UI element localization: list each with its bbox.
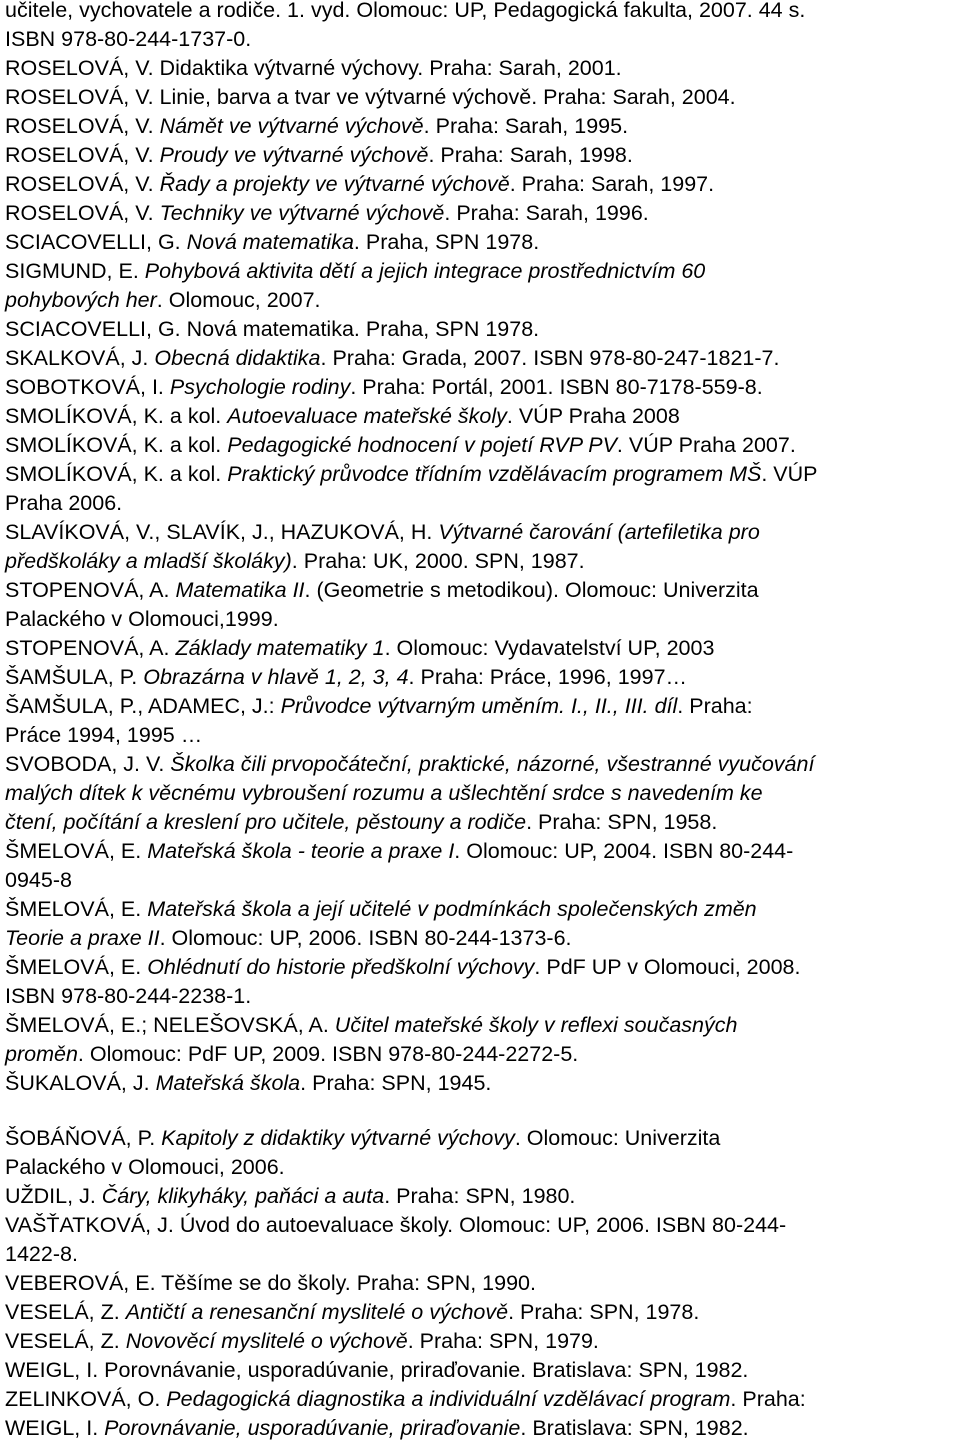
reference-line	[5, 1298, 699, 1326]
reference-line	[5, 402, 680, 430]
reference-title: Mateřská škola - teorie a praxe I	[147, 839, 455, 863]
reference-title: proměn	[5, 1042, 78, 1066]
reference-line	[5, 83, 736, 111]
reference-line	[5, 866, 72, 894]
reference-text: Palackého v Olomouci,1999.	[5, 607, 279, 631]
reference-line	[5, 1327, 599, 1355]
reference-title: Praktický průvodce třídním vzdělávacím programem MŠ	[227, 462, 762, 486]
reference-title: Čáry, klikyháky, paňáci a auta	[101, 1184, 385, 1208]
reference-text: . Praha: UK, 2000. SPN, 1987.	[291, 549, 585, 573]
reference-text: . Praha: Sarah, 1996.	[444, 201, 649, 225]
reference-line	[5, 170, 714, 198]
reference-title: Učitel mateřské školy v reflexi současných	[334, 1013, 738, 1037]
reference-title: pohybových her	[5, 288, 157, 312]
reference-line	[5, 431, 796, 459]
reference-text: 0945-8	[5, 868, 72, 892]
reference-text: ŠMELOVÁ, E.	[5, 897, 148, 921]
reference-text: . Praha: SPN, 1958.	[526, 810, 718, 834]
reference-line	[5, 199, 649, 227]
reference-text: . Praha: Sarah, 1997.	[509, 172, 715, 196]
reference-line	[5, 576, 759, 604]
reference-text: SMOLÍKOVÁ, K. a kol.	[5, 433, 228, 457]
reference-text: . Praha, SPN 1978.	[353, 230, 540, 254]
reference-text: SVOBODA, J. V.	[5, 752, 171, 776]
reference-line	[5, 460, 818, 488]
reference-line	[5, 373, 763, 401]
reference-text: ROSELOVÁ, V.	[5, 201, 160, 225]
reference-title: Obecná didaktika	[154, 346, 321, 370]
reference-line	[5, 518, 760, 546]
reference-line	[5, 605, 279, 633]
reference-text: ŠMELOVÁ, E.	[5, 955, 148, 979]
reference-text: . Praha: Sarah, 1995.	[423, 114, 629, 138]
reference-text: ISBN 978-80-244-2238-1.	[5, 984, 252, 1008]
reference-title: Pedagogické hodnocení v pojetí RVP PV	[227, 433, 617, 457]
reference-text: . Praha: SPN, 1979.	[407, 1329, 599, 1353]
reference-text: . Olomouc: Vydavatelství UP, 2003	[384, 636, 715, 660]
reference-text: ŠMELOVÁ, E.; NELEŠOVSKÁ, A.	[5, 1013, 335, 1037]
reference-line	[5, 1414, 749, 1442]
reference-line	[5, 257, 705, 285]
reference-title: Antičtí a renesanční myslitelé o výchově	[125, 1300, 509, 1324]
reference-title: Teorie a praxe II	[5, 926, 160, 950]
reference-line	[5, 1040, 578, 1068]
reference-text: SIGMUND, E.	[5, 259, 145, 283]
reference-line	[5, 663, 687, 691]
reference-text: . Praha:	[730, 1387, 806, 1411]
reference-title: čtení, počítání a kreslení pro učitele, pěstouny a rodiče	[5, 810, 527, 834]
reference-text: WEIGL, I.	[5, 1416, 105, 1440]
reference-text: . Praha:	[677, 694, 753, 718]
reference-title: předškoláky a mladší školáky)	[5, 549, 292, 573]
reference-text: . Praha: Grada, 2007. ISBN 978-80-247-1821-7.	[320, 346, 780, 370]
reference-line	[5, 692, 753, 720]
reference-text: STOPENOVÁ, A.	[5, 636, 176, 660]
reference-line	[5, 837, 793, 865]
reference-text: SOBOTKOVÁ, I.	[5, 375, 170, 399]
reference-text: . Praha: SPN, 1945.	[300, 1071, 492, 1095]
reference-text: . VÚP Praha 2008	[506, 404, 680, 428]
reference-text: VEBEROVÁ, E. Těšíme se do školy. Praha: SPN, 1990.	[5, 1271, 536, 1295]
reference-text: . Praha: SPN, 1978.	[508, 1300, 700, 1324]
reference-line	[5, 924, 572, 952]
reference-title: Porovnávanie, usporadúvanie, priraďovanie	[104, 1416, 521, 1440]
reference-text: . VÚP	[761, 462, 818, 486]
reference-line	[5, 1385, 806, 1413]
reference-line	[5, 228, 539, 256]
reference-text: 1422-8.	[5, 1242, 78, 1266]
reference-text: SLAVÍKOVÁ, V., SLAVÍK, J., HAZUKOVÁ, H.	[5, 520, 439, 544]
reference-line	[5, 808, 717, 836]
reference-title: malých dítek k věcnému vybroušení rozumu a ušlechtění srdce s navedením ke	[5, 781, 763, 805]
reference-text: . Olomouc: UP, 2006. ISBN 80-244-1373-6.	[159, 926, 572, 950]
reference-line	[5, 982, 251, 1010]
reference-text: . VÚP Praha 2007.	[616, 433, 796, 457]
reference-text: Práce 1994, 1995 …	[5, 723, 203, 747]
reference-text: . Olomouc: Univerzita	[514, 1126, 721, 1150]
reference-title: Námět ve výtvarné výchově	[159, 114, 424, 138]
reference-text: UŽDIL, J.	[5, 1184, 102, 1208]
reference-text: VAŠŤATKOVÁ, J. Úvod do autoevaluace školy. Olomouc: UP, 2006. ISBN 80-244-	[5, 1213, 787, 1237]
reference-text: ROSELOVÁ, V. Linie, barva a tvar ve výtvarné výchově. Praha: Sarah, 2004.	[5, 85, 736, 109]
reference-line	[5, 634, 714, 662]
reference-text: VESELÁ, Z.	[5, 1329, 126, 1353]
reference-text: SCIACOVELLI, G.	[5, 230, 187, 254]
reference-text: učitele, vychovatele a rodiče. 1. vyd. Olomouc: UP, Pedagogická fakulta, 2007. 44 s.	[5, 0, 806, 22]
reference-line	[5, 1269, 536, 1297]
reference-line	[5, 1124, 720, 1152]
reference-text: SKALKOVÁ, J.	[5, 346, 155, 370]
reference-title: Proudy ve výtvarné výchově	[159, 143, 429, 167]
reference-text: . Olomouc: PdF UP, 2009. ISBN 978-80-244-2272-5.	[77, 1042, 579, 1066]
reference-title: Školka čili prvopočáteční, praktické, názorné, všestranné vyučování	[170, 752, 815, 776]
reference-text: ZELINKOVÁ, O.	[5, 1387, 167, 1411]
reference-text: VESELÁ, Z.	[5, 1300, 126, 1324]
reference-line	[5, 112, 628, 140]
reference-text: ROSELOVÁ, V. Didaktika výtvarné výchovy. Praha: Sarah, 2001.	[5, 56, 622, 80]
reference-line	[5, 1069, 491, 1097]
reference-title: Řady a projekty ve výtvarné výchově	[159, 172, 510, 196]
reference-line	[5, 344, 779, 372]
reference-title: Kapitoly z didaktiky výtvarné výchovy	[161, 1126, 515, 1150]
reference-text: Palackého v Olomouci, 2006.	[5, 1155, 285, 1179]
reference-text: . (Geometrie s metodikou). Olomouc: Univerzita	[304, 578, 759, 602]
reference-title: Psychologie rodiny	[169, 375, 351, 399]
reference-text: . Praha: SPN, 1980.	[384, 1184, 576, 1208]
reference-line	[5, 54, 622, 82]
reference-text: ŠAMŠULA, P.	[5, 665, 144, 689]
reference-line	[5, 750, 814, 778]
reference-text: . PdF UP v Olomouci, 2008.	[534, 955, 801, 979]
reference-text: ISBN 978-80-244-1737-0.	[5, 27, 252, 51]
reference-line	[5, 489, 122, 517]
reference-text: ŠUKALOVÁ, J.	[5, 1071, 156, 1095]
reference-text: SMOLÍKOVÁ, K. a kol.	[5, 404, 228, 428]
reference-text: SCIACOVELLI, G. Nová matematika. Praha, SPN 1978.	[5, 317, 540, 341]
reference-line	[5, 1153, 285, 1181]
reference-text: . Olomouc: UP, 2004. ISBN 80-244-	[454, 839, 794, 863]
reference-line	[5, 286, 321, 314]
reference-text: ROSELOVÁ, V.	[5, 114, 160, 138]
reference-text: . Praha: Práce, 1996, 1997…	[408, 665, 688, 689]
reference-title: Ohlédnutí do historie předškolní výchovy	[147, 955, 535, 979]
reference-title: Autoevaluace mateřské školy	[227, 404, 507, 428]
reference-line	[5, 895, 757, 923]
reference-title: Mateřská škola a její učitelé v podmínkách společenských změn	[147, 897, 757, 921]
reference-text: . Praha: Sarah, 1998.	[428, 143, 633, 167]
reference-text: ŠAMŠULA, P., ADAMEC, J.:	[5, 694, 281, 718]
reference-line	[5, 1011, 737, 1039]
reference-text: . Praha: Portál, 2001. ISBN 80-7178-559-8.	[350, 375, 763, 399]
reference-title: Novověcí myslitelé o výchově	[125, 1329, 408, 1353]
reference-text: SMOLÍKOVÁ, K. a kol.	[5, 462, 228, 486]
reference-title: Průvodce výtvarným uměním. I., II., III. díl	[280, 694, 678, 718]
reference-text: . Bratislava: SPN, 1982.	[520, 1416, 749, 1440]
reference-line	[5, 1211, 786, 1239]
reference-line	[5, 953, 801, 981]
reference-title: Základy matematiky 1	[175, 636, 385, 660]
reference-line	[5, 315, 539, 343]
reference-text: . Olomouc, 2007.	[156, 288, 321, 312]
reference-line	[5, 779, 763, 807]
reference-title: Výtvarné čarování (artefiletika pro	[438, 520, 760, 544]
reference-text: ŠMELOVÁ, E.	[5, 839, 148, 863]
reference-title: Pedagogická diagnostika a individuální vzdělávací program	[166, 1387, 731, 1411]
reference-line	[5, 25, 251, 53]
reference-line	[5, 721, 202, 749]
reference-line	[5, 141, 633, 169]
reference-title: Matematika II	[175, 578, 305, 602]
reference-title: Techniky ve výtvarné výchově	[159, 201, 445, 225]
reference-title: Pohybová aktivita dětí a jejich integrace prostřednictvím 60	[144, 259, 706, 283]
reference-text: ŠOBÁŇOVÁ, P.	[5, 1126, 162, 1150]
reference-title: Nová matematika	[186, 230, 354, 254]
reference-text: WEIGL, I. Porovnávanie, usporadúvanie, priraďovanie. Bratislava: SPN, 1982.	[5, 1358, 749, 1382]
reference-title: Obrazárna v hlavě 1, 2, 3, 4	[143, 665, 409, 689]
reference-line	[5, 0, 805, 24]
reference-line	[5, 1240, 78, 1268]
reference-line	[5, 1182, 575, 1210]
reference-text: ROSELOVÁ, V.	[5, 172, 160, 196]
reference-line	[5, 547, 585, 575]
reference-text: STOPENOVÁ, A.	[5, 578, 176, 602]
reference-line	[5, 1356, 748, 1384]
reference-text: Praha 2006.	[5, 491, 123, 515]
reference-text: ROSELOVÁ, V.	[5, 143, 160, 167]
reference-title: Mateřská škola	[155, 1071, 301, 1095]
